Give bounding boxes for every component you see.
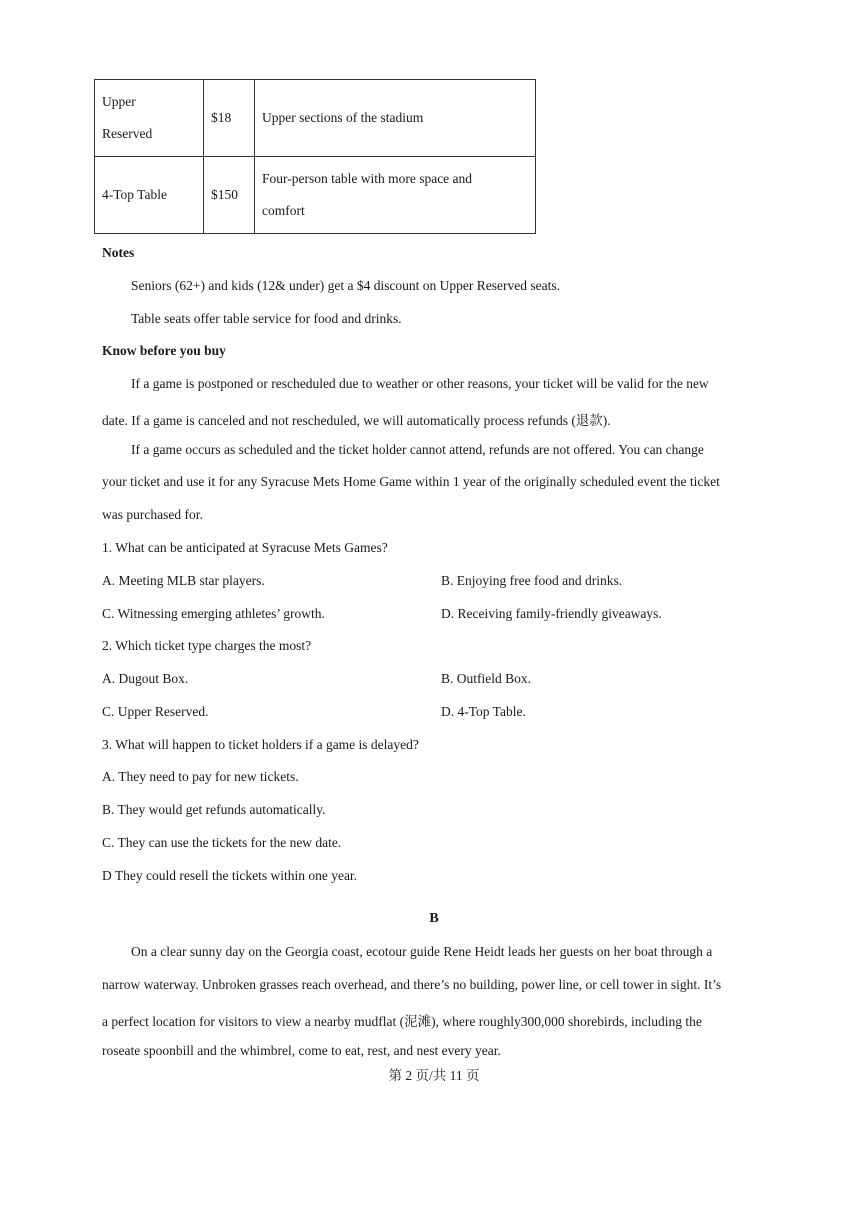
- ticket-type-line: Reserved: [102, 126, 153, 141]
- paragraph-line: If a game is postponed or rescheduled due to weather or other reasons, your ticket will be valid for the new: [131, 376, 709, 391]
- ticket-price-cell: $18: [204, 80, 255, 157]
- answer-option: C. Witnessing emerging athletes’ growth.: [102, 606, 325, 621]
- ticket-type-cell: [95, 80, 204, 157]
- paragraph-line: date. If a game is canceled and not rescheduled, we will automatically process refunds (退款).: [102, 413, 611, 428]
- answer-option: B. They would get refunds automatically.: [102, 802, 326, 817]
- table-row: [95, 80, 536, 157]
- ticket-description-cell: Upper sections of the stadium: [255, 80, 536, 157]
- section-title: B: [429, 911, 439, 926]
- answer-option: D. Receiving family-friendly giveaways.: [441, 606, 662, 621]
- know-before-heading: Know before you buy: [102, 343, 226, 358]
- paragraph-line: a perfect location for visitors to view a nearby mudflat (泥滩), where roughly300,000 shorebirds, including the: [102, 1014, 702, 1029]
- ticket-price-cell: $150: [204, 157, 255, 234]
- question-stem: 3. What will happen to ticket holders if a game is delayed?: [102, 737, 419, 752]
- answer-option: B. Enjoying free food and drinks.: [441, 573, 623, 588]
- answer-option: C. Upper Reserved.: [102, 704, 209, 719]
- answer-option: A. Dugout Box.: [102, 671, 189, 686]
- ticket-price-table: [94, 79, 536, 234]
- answer-option: B. Outfield Box.: [441, 671, 531, 686]
- paragraph-line: On a clear sunny day on the Georgia coast, ecotour guide Rene Heidt leads her guests on her boat through a: [131, 944, 713, 959]
- note-item: Seniors (62+) and kids (12& under) get a $4 discount on Upper Reserved seats.: [131, 278, 561, 293]
- ticket-description-cell: [255, 157, 536, 234]
- answer-option: D. 4-Top Table.: [441, 704, 526, 719]
- notes-heading: Notes: [102, 245, 135, 260]
- ticket-type-cell: 4-Top Table: [95, 157, 204, 234]
- paragraph-line: narrow waterway. Unbroken grasses reach overhead, and there’s no building, power line, or cell tower in sight. It’s: [102, 977, 722, 992]
- answer-option: C. They can use the tickets for the new date.: [102, 835, 342, 850]
- paragraph-line: roseate spoonbill and the whimbrel, come to eat, rest, and nest every year.: [102, 1043, 501, 1058]
- ticket-description-line: Four-person table with more space and: [262, 171, 473, 186]
- page-footer: 第 2 页/共 11 页: [388, 1068, 480, 1083]
- note-item: Table seats offer table service for food and drinks.: [131, 311, 402, 326]
- ticket-type-line: Upper: [102, 94, 136, 109]
- ticket-description-line: comfort: [262, 203, 305, 218]
- answer-option: D They could resell the tickets within one year.: [102, 868, 358, 883]
- table-row: [95, 157, 536, 234]
- paragraph-line: If a game occurs as scheduled and the ticket holder cannot attend, refunds are not offered. You can change: [131, 442, 704, 457]
- question-stem: 2. Which ticket type charges the most?: [102, 638, 312, 653]
- paragraph-line: was purchased for.: [102, 507, 203, 522]
- paragraph-line: your ticket and use it for any Syracuse Mets Home Game within 1 year of the originally scheduled event the ticket: [102, 474, 720, 489]
- answer-option: A. They need to pay for new tickets.: [102, 769, 299, 784]
- answer-option: A. Meeting MLB star players.: [102, 573, 265, 588]
- question-stem: 1. What can be anticipated at Syracuse Mets Games?: [102, 540, 388, 555]
